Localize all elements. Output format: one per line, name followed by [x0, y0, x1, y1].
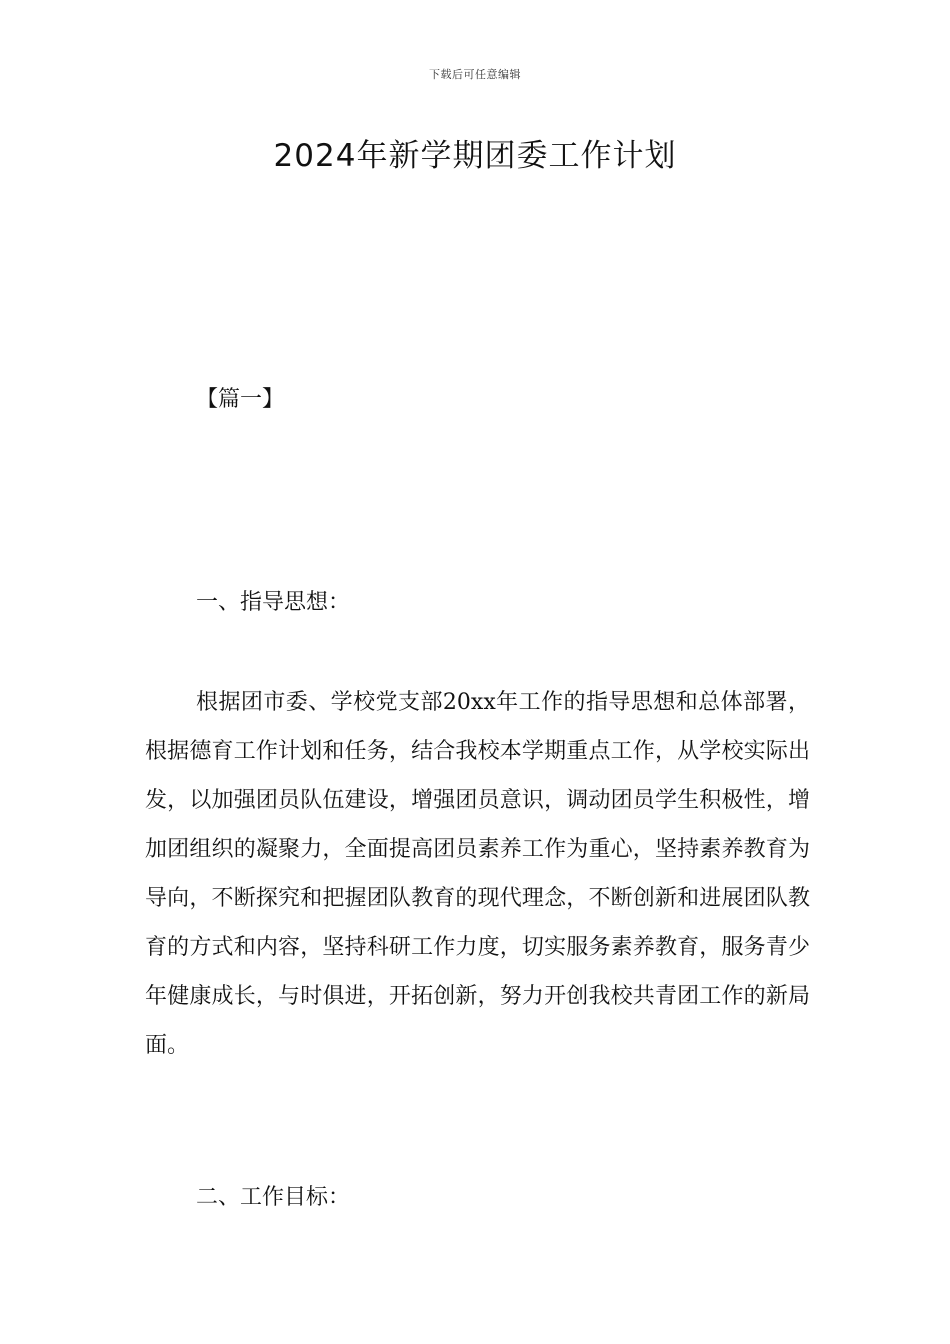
document-title: 2024年新学期团委工作计划	[273, 138, 677, 174]
section-tag: 【篇一】	[196, 387, 285, 412]
header-note: 下载后可任意编辑	[429, 68, 521, 81]
body-paragraph: 根据团市委、学校党支部20xx年工作的指导思想和总体部署，根据德育工作计划和任务，结合我校本学期重点工作，从学校实际出发，以加强团员队伍建设，增强团员意识，调动团员学生积极性，增加团组织的凝聚力，全面提高团员素养工作为重心，坚持素养教育为导向，不断探究和把握团队教育的现代理念，不断创新和进展团队教育的方式和内容，坚持科研工作力度，切实服务素养教育，服务青少年健康成长，与时俱进，开拓创新，努力开创我校共青团工作的新局面。	[145, 690, 810, 1058]
section-heading-guiding-thought: 一、指导思想：	[196, 590, 351, 615]
section-heading-work-goals: 二、工作目标：	[196, 1185, 351, 1210]
